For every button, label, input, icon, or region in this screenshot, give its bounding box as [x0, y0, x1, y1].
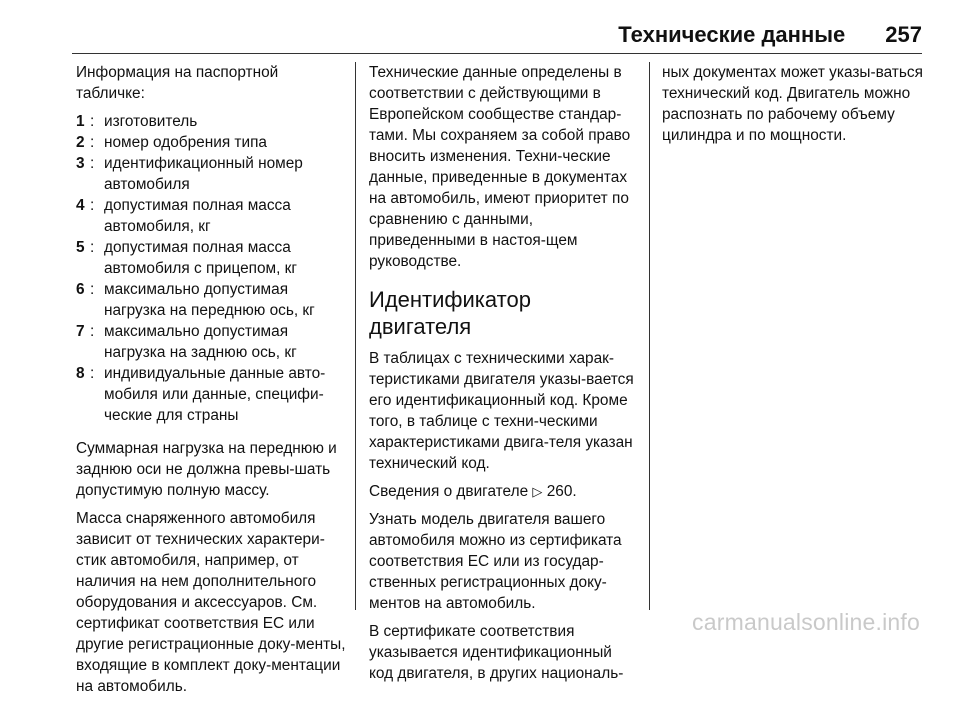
- list-item: 5 : допустимая полная масса автомобиля с прицепом, кг: [76, 237, 346, 279]
- list-item: 6 : максимально допустимая нагрузка на переднюю ось, кг: [76, 279, 346, 321]
- list-item: 4 : допустимая полная масса автомобиля, кг: [76, 195, 346, 237]
- intro-text: Информация на паспортной табличке:: [76, 64, 279, 102]
- item-text: идентификационный номер автомобиля: [104, 155, 303, 193]
- paragraph: ных документах может указы-ваться технический код. Двигатель можно распознать по рабочему объему цилиндра и по мощности.: [662, 64, 923, 144]
- list-item: 3 : идентификационный номер автомобиля: [76, 153, 346, 195]
- paragraph: Технические данные определены в соответствии с действующими в Европейском сообществе стандар-тами. Мы сохраняем за собой право вносить изменения. Техни-ческие данные, приведенные в документах на автомобиль, имеют приоритет по сравнению с данными, приведенными в настоя-щем руководстве.: [369, 64, 631, 270]
- item-number: 1: [76, 113, 85, 130]
- item-text: максимально допустимая нагрузка на переднюю ось, кг: [104, 281, 315, 319]
- item-number: 2: [76, 134, 85, 151]
- column-divider: [649, 62, 650, 610]
- list-item: 1 : изготовитель: [76, 111, 346, 132]
- cross-reference: [369, 481, 635, 502]
- item-text: максимально допустимая нагрузка на заднюю ось, кг: [104, 323, 297, 361]
- paragraph: В таблицах с техническими харак-теристиками двигателя указы-вается его идентификационный код. Кроме того, в таблице с техни-ческими характеристиками двига-теля указан технический код.: [369, 350, 634, 472]
- item-number: 6: [76, 281, 85, 298]
- item-text: изготовитель: [104, 113, 198, 130]
- item-number: 7: [76, 323, 85, 340]
- item-number: 5: [76, 239, 85, 256]
- watermark: carmanualsonline.info: [692, 609, 920, 635]
- column-right: [662, 62, 930, 153]
- page-title: Технические данные: [618, 22, 846, 47]
- item-text: номер одобрения типа: [104, 134, 267, 151]
- arrow-ref-icon: ▷: [532, 484, 543, 499]
- header-divider: [72, 53, 922, 54]
- page-number: 257: [885, 22, 922, 47]
- column-middle: [369, 62, 635, 691]
- item-number: 4: [76, 197, 85, 214]
- plate-legend-list: [76, 111, 346, 426]
- item-number: 8: [76, 365, 85, 382]
- paragraph: Узнать модель двигателя вашего автомобиля можно из сертификата соответствия ЕС или из государ-ственных регистрационных доку-ментов на автомобиль.: [369, 511, 622, 612]
- ref-text: Сведения о двигателе: [369, 483, 529, 500]
- paragraph: Масса снаряженного автомобиля зависит от технических характери-стик автомобиля, например, от наличия на нем дополнительного оборудования и аксессуаров. См. сертификат соответствия ЕС или другие регистрационные доку-менты, входящие в комплект доку-ментации на автомобиль.: [76, 510, 346, 695]
- item-number: 3: [76, 155, 85, 172]
- page-header: [618, 22, 922, 48]
- paragraph: В сертификате соответствия указывается идентификационный код двигателя, в других националь-: [369, 623, 624, 682]
- list-item: 8 : индивидуальные данные авто-мобиля или данные, специфи-ческие для страны: [76, 363, 346, 426]
- ref-page-link[interactable]: 260.: [546, 483, 577, 500]
- item-text: допустимая полная масса автомобиля, кг: [104, 197, 291, 235]
- list-item: 7 : максимально допустимая нагрузка на заднюю ось, кг: [76, 321, 346, 363]
- column-divider: [355, 62, 356, 610]
- list-item: 2 : номер одобрения типа: [76, 132, 346, 153]
- item-text: индивидуальные данные авто-мобиля или данные, специфи-ческие для страны: [104, 365, 326, 424]
- column-left: [76, 62, 346, 704]
- item-text: допустимая полная масса автомобиля с прицепом, кг: [104, 239, 298, 277]
- paragraph: Суммарная нагрузка на переднюю и заднюю оси не должна превы-шать допустимую полную массу.: [76, 440, 337, 499]
- section-heading: Идентификатор двигателя: [369, 287, 531, 339]
